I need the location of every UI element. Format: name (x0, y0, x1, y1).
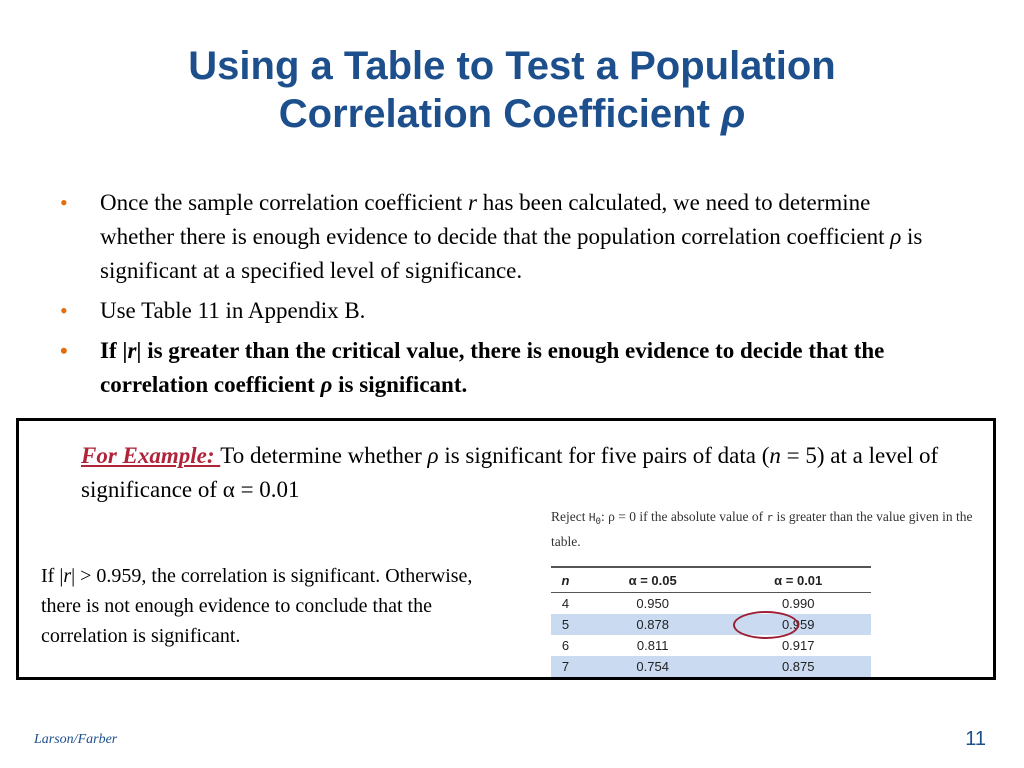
example-text-part: is significant for five pairs of data ( (438, 443, 770, 468)
var-r: r (127, 338, 137, 363)
bullet-text: is significant. (332, 372, 468, 397)
highlight-circle-icon (733, 611, 799, 639)
bullet-text: Once the sample correlation coefficient (100, 190, 469, 215)
var-r: r (63, 565, 72, 587)
h0-symbol (588, 511, 601, 528)
reject-note-text: Reject (551, 509, 589, 524)
bullet-text: If | (100, 338, 128, 363)
title-line-2-text: Correlation Coefficient (278, 92, 722, 136)
var-r: r (468, 190, 477, 215)
bullet-text: is significant at a specified level of significance. (100, 224, 923, 283)
bullet-dot-icon: • (60, 298, 68, 323)
var-rho: ρ (890, 224, 902, 249)
page-number: 11 (965, 728, 986, 750)
title-line-1: Using a Table to Test a Population (188, 44, 836, 88)
table-cell: 6 (561, 638, 570, 653)
title-line-2 (0, 90, 1024, 138)
bullet-item (60, 186, 950, 288)
reject-note-text: is greater than the value given in the table. (551, 509, 973, 550)
table-row (551, 614, 871, 635)
table-cell: 4 (561, 596, 570, 611)
table-cell: 0.811 (636, 638, 669, 653)
table-cell: 0.875 (725, 656, 871, 677)
table-cell: 0.990 (781, 596, 815, 611)
col-header-n: n (551, 567, 580, 593)
bullet-item (60, 294, 950, 328)
bullet-item (60, 334, 950, 402)
example-text (81, 439, 961, 507)
col-header-alpha-01: α = 0.01 (725, 567, 871, 593)
conclusion-part: If | (41, 565, 64, 587)
title-rho: ρ (721, 92, 746, 136)
reject-note-text: : ρ = 0 if the absolute value of (601, 509, 767, 524)
bullet-text: Use Table 11 in Appendix B. (100, 298, 366, 323)
example-label: For Example: (81, 443, 221, 468)
bullet-dot-icon: • (60, 190, 68, 215)
table-cell: 0.754 (580, 656, 726, 677)
table-cell: 7 (551, 656, 580, 677)
var-n: n (769, 443, 781, 468)
table-cell: 0.917 (781, 638, 815, 653)
table-cell: 5 (551, 614, 580, 635)
bullet-list (60, 186, 950, 408)
author-footer: Larson/Farber (34, 732, 118, 747)
example-text-part: To determine whether (220, 443, 428, 468)
var-r: r (766, 511, 774, 524)
var-rho: ρ (320, 372, 333, 397)
example-text-part: = 5) at a level of significance of α = 0.01 (81, 443, 939, 502)
bullet-dot-icon: • (60, 338, 68, 363)
h0-subscript: 0 (595, 516, 601, 528)
bullet-text: | is greater than the critical value, there is enough evidence to decide that the correlation coefficient (100, 338, 885, 397)
bullet-text: has been calculated, we need to determine whether there is enough evidence to decide that the population correlation coefficient (100, 190, 891, 249)
table-cell: 0.878 (580, 614, 726, 635)
reject-note (551, 507, 991, 552)
table-row (551, 656, 871, 677)
example-box (16, 418, 996, 680)
slide-title (0, 42, 1024, 138)
table-cell: 0.950 (636, 596, 669, 611)
critical-value: 0.959 (781, 617, 815, 632)
critical-values-table (551, 566, 871, 677)
conclusion-part: | > 0.959, the correlation is significant. Otherwise, there is not enough evidence to conclude that the correlation is significant. (41, 565, 473, 647)
h0-letter: H (588, 511, 596, 524)
table-cell-circled (725, 614, 871, 635)
var-rho: ρ (427, 443, 439, 468)
table-row (551, 593, 871, 615)
table-row (551, 635, 871, 656)
col-header-alpha-05: α = 0.05 (580, 567, 726, 593)
conclusion-text (41, 561, 511, 651)
table-header-row (551, 567, 871, 593)
